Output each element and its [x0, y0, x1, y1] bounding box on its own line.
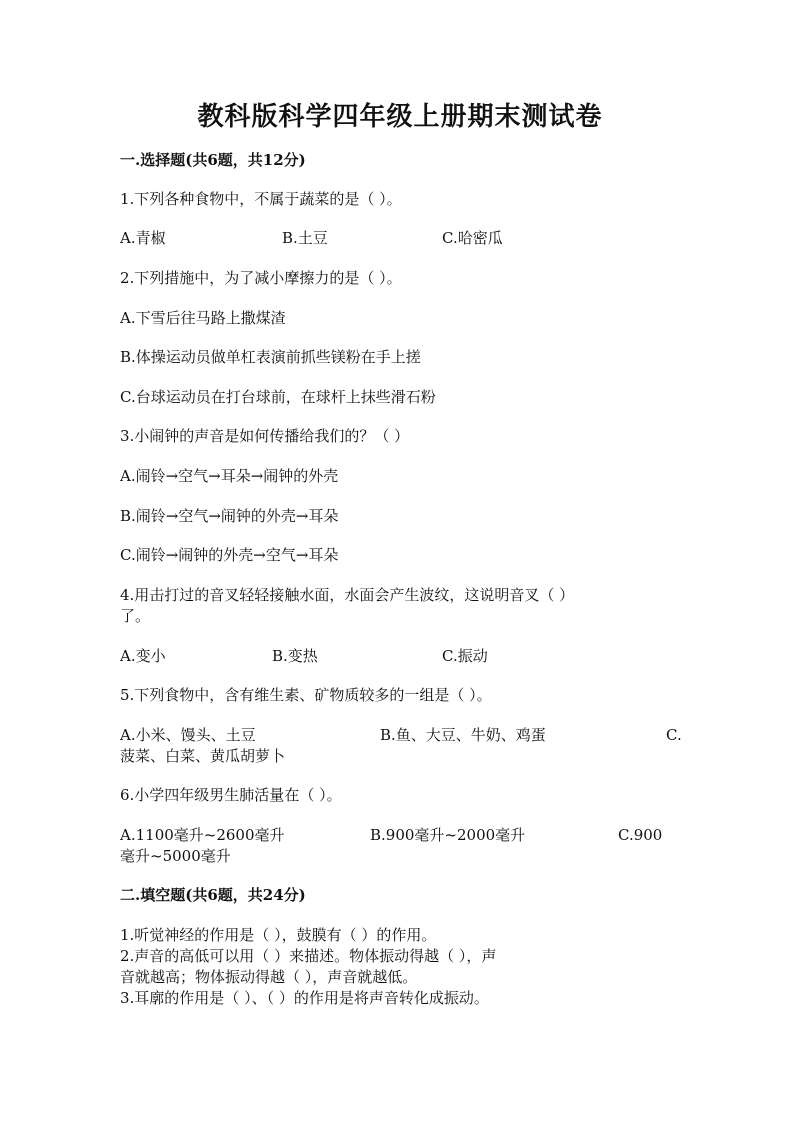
question-2-option-c: C.台球运动员在打台球前，在球杆上抹些滑石粉	[120, 388, 436, 406]
question-5-option-c-text: 菠菜、白菜、黄瓜胡萝卜	[120, 747, 286, 765]
question-5-stem: 5.下列食物中，含有维生素、矿物质较多的一组是（ ）。	[120, 686, 492, 704]
question-4-option-a: A.变小	[120, 647, 166, 665]
question-1-stem: 1.下列各种食物中，不属于蔬菜的是（ ）。	[120, 190, 402, 208]
section-heading-choice: 一.选择题(共6题，共12分)	[120, 151, 306, 169]
question-5-option-b: B.鱼、大豆、牛奶、鸡蛋	[380, 726, 546, 744]
question-4-option-b: B.变热	[272, 647, 318, 665]
fill-question-3: 3.耳廓的作用是（ ）、（ ）的作用是将声音转化成振动。	[120, 989, 489, 1007]
question-5-option-a: A.小米、馒头、土豆	[120, 726, 256, 744]
question-3-stem: 3.小闹钟的声音是如何传播给我们的？（ ）	[120, 427, 410, 445]
question-6-option-a: A.1100毫升~2600毫升	[120, 826, 285, 844]
question-6-stem: 6.小学四年级男生肺活量在（ ）。	[120, 786, 342, 804]
question-2-option-a: A.下雪后往马路上撒煤渣	[120, 309, 286, 327]
question-2-option-b: B.体操运动员做单杠表演前抓些镁粉在手上搓	[120, 348, 421, 366]
fill-question-1: 1.听觉神经的作用是（ ），鼓膜有（ ）的作用。	[120, 926, 437, 944]
question-6-option-b: B.900毫升~2000毫升	[370, 826, 526, 844]
fill-question-2-line1: 2.声音的高低可以用（ ）来描述。物体振动得越（ ），声	[120, 947, 497, 965]
question-4-stem-line2: 了。	[120, 607, 151, 625]
question-5-option-c-label: C.	[666, 726, 682, 744]
question-1-option-c: C.哈密瓜	[442, 229, 503, 247]
section-heading-fill: 二.填空题(共6题，共24分)	[120, 886, 306, 904]
question-6-option-c-label: C.900	[618, 826, 663, 844]
question-2-stem: 2.下列措施中，为了减小摩擦力的是（ ）。	[120, 269, 402, 287]
question-4-stem-line1: 4.用击打过的音叉轻轻接触水面，水面会产生波纹，这说明音叉（ ）	[120, 586, 575, 604]
question-3-option-b: B.闹铃→空气→闹钟的外壳→耳朵	[120, 507, 339, 525]
question-4-option-c: C.振动	[442, 647, 488, 665]
question-3-option-a: A.闹铃→空气→耳朵→闹钟的外壳	[120, 467, 339, 485]
question-1-option-a: A.青椒	[120, 229, 166, 247]
question-1-option-b: B.土豆	[282, 229, 328, 247]
question-6-option-c-text: 毫升~5000毫升	[120, 847, 231, 865]
question-3-option-c: C.闹铃→闹钟的外壳→空气→耳朵	[120, 546, 339, 564]
fill-question-2-line2: 音就越高；物体振动得越（ ），声音就越低。	[120, 968, 418, 986]
page-title: 教科版科学四年级上册期末测试卷	[197, 102, 603, 132]
